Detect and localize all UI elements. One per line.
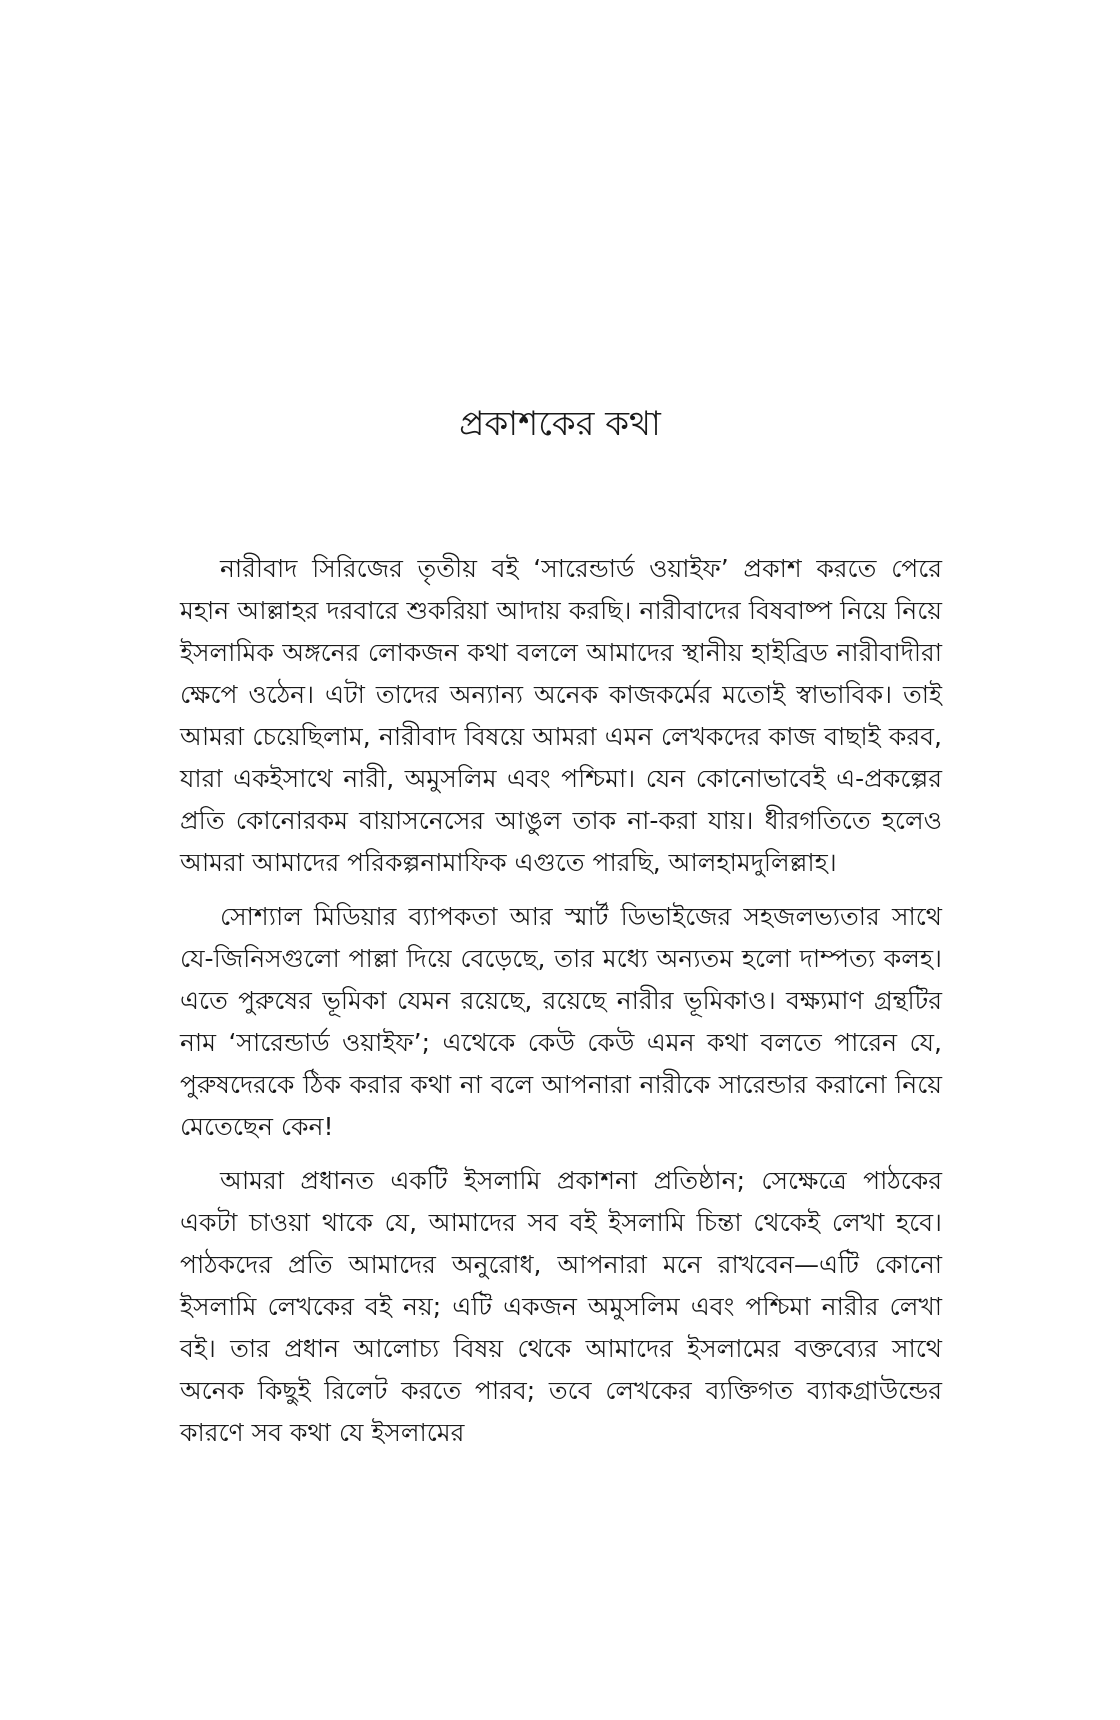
paragraph-2: সোশ্যাল মিডিয়ার ব্যাপকতা আর স্মার্ট ডিভাইজের সহজলভ্যতার সাথে যে-জিনিসগুলো পাল্লা দিয়ে বেড়েছে, তার মধ্যে অন্যতম হলো দাম্পত্য কলহ। এতে পুরুষের ভূমিকা যেমন রয়েছে, রয়েছে নারীর ভূমিকাও। বক্ষ্যমাণ গ্রন্থটির নাম ‘সারেন্ডার্ড ওয়াইফ’; এথেকে কেউ কেউ এমন কথা বলতে পারেন যে, পুরুষদেরকে ঠিক করার কথা না বলে আপনারা নারীকে সারেন্ডার করানো নিয়ে মেতেছেন কেন!: [180, 902, 942, 1141]
body-text: [180, 548, 942, 1466]
paragraph-1: নারীবাদ সিরিজের তৃতীয় বই ‘সারেন্ডার্ড ওয়াইফ’ প্রকাশ করতে পেরে মহান আল্লাহর দরবারে শুকরিয়া আদায় করছি। নারীবাদের বিষবাষ্প নিয়ে নিয়ে ইসলামিক অঙ্গনের লোকজন কথা বললে আমাদের স্থানীয় হাইব্রিড নারীবাদীরা ক্ষেপে ওঠেন। এটা তাদের অন্যান্য অনেক কাজকর্মের মতোই স্বাভাবিক। তাই আমরা চেয়েছিলাম, নারীবাদ বিষয়ে আমরা এমন লেখকদের কাজ বাছাই করব, যারা একইসাথে নারী, অমুসলিম এবং পশ্চিমা। যেন কোনোভাবেই এ-প্রকল্পের প্রতি কোনোরকম বায়াসনেসের আঙুল তাক না-করা যায়। ধীরগতিতে হলেও আমরা আমাদের পরিকল্পনামাফিক এগুতে পারছি, আলহামদুলিল্লাহ।: [180, 554, 942, 877]
paragraph-3: আমরা প্রধানত একটি ইসলামি প্রকাশনা প্রতিষ্ঠান; সেক্ষেত্রে পাঠকের একটা চাওয়া থাকে যে, আমাদের সব বই ইসলামি চিন্তা থেকেই লেখা হবে। পাঠকদের প্রতি আমাদের অনুরোধ, আপনারা মনে রাখবেন—এটি কোনো ইসলামি লেখকের বই নয়; এটি একজন অমুসলিম এবং পশ্চিমা নারীর লেখা বই। তার প্রধান আলোচ্য বিষয় থেকে আমাদের ইসলামের বক্তব্যের সাথে অনেক কিছুই রিলেট করতে পারব; তবে লেখকের ব্যক্তিগত ব্যাকগ্রাউন্ডের কারণে সব কথা যে ইসলামের: [180, 1166, 942, 1447]
page-title: প্রকাশকের কথা: [459, 404, 661, 444]
